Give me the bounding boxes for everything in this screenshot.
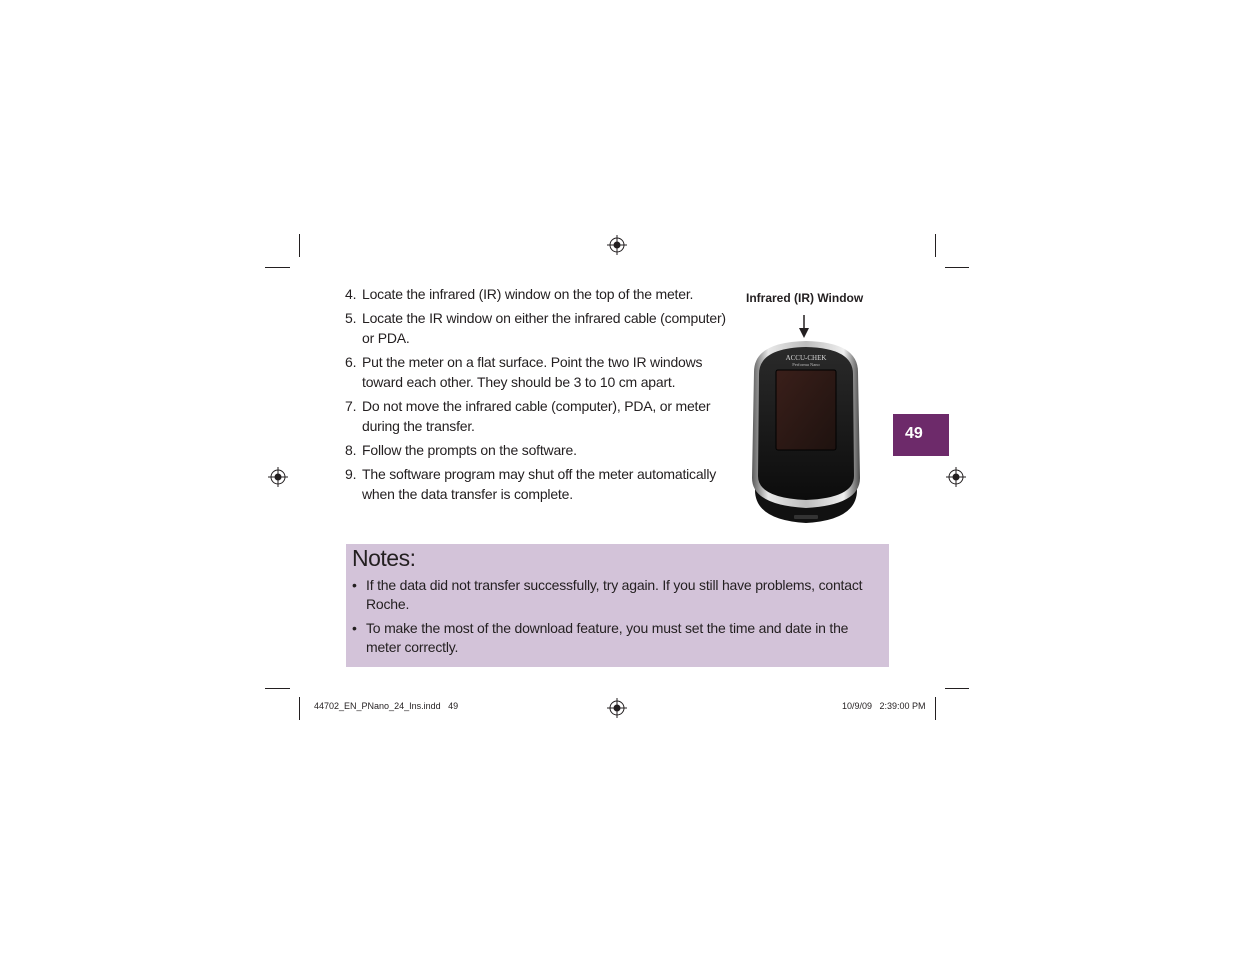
step-text: The software program may shut off the meter automatically when the data transfer is complete. [362,466,717,502]
crop-mark-bottom-left-horizontal [265,688,290,689]
step-text: Locate the IR window on either the infrared cable (computer) or PDA. [362,310,726,346]
notes-item-text: To make the most of the download feature, you must set the time and date in the meter correctly. [366,620,849,655]
bullet-icon: • [352,620,357,636]
ir-window-label: Infrared (IR) Window [746,291,864,305]
notes-list [352,576,877,662]
step-text: Locate the infrared (IR) window on the top of the meter. [362,286,694,302]
step-number: 5. [345,310,357,326]
step-item [345,284,730,304]
crop-mark-top-right-vertical [935,234,936,257]
meter-model: Performa Nano [792,362,820,367]
page-number: 49 [905,425,923,442]
page-number-tab [893,414,949,456]
notes-item [352,576,877,614]
step-number: 4. [345,286,357,302]
step-number: 8. [345,442,357,458]
crop-mark-top-left-vertical [299,234,300,257]
step-text: Put the meter on a flat surface. Point the two IR windows toward each other. They should be 3 to 10 cm apart. [362,354,703,390]
step-item [345,396,730,436]
slug-filename: 44702_EN_PNano_24_Ins.indd 49 [314,701,459,711]
step-item [345,352,730,392]
step-item [345,464,730,504]
instruction-steps [345,284,730,508]
step-text: Do not move the infrared cable (computer), PDA, or meter during the transfer. [362,398,711,434]
crop-mark-top-right-horizontal [945,267,969,268]
meter-illustration [748,340,864,526]
notes-item [352,619,877,657]
bullet-icon: • [352,577,357,593]
notes-title: Notes: [352,545,416,571]
crop-mark-bottom-right-vertical [935,697,936,720]
crop-mark-bottom-right-horizontal [945,688,969,689]
notes-box [346,544,889,667]
step-item [345,440,730,460]
crop-mark-bottom-left-vertical [299,697,300,720]
registration-mark-icon [607,698,627,718]
registration-mark-icon [268,467,288,487]
registration-mark-icon [946,467,966,487]
slug-datetime: 10/9/09 2:39:00 PM [842,701,926,711]
step-number: 9. [345,466,357,482]
meter-brand: ACCU-CHEK [785,354,827,362]
arrow-down-icon [797,315,811,339]
step-number: 7. [345,398,357,414]
step-text: Follow the prompts on the software. [362,442,577,458]
step-item [345,308,730,348]
crop-mark-top-left-horizontal [265,267,290,268]
notes-item-text: If the data did not transfer successfully, try again. If you still have problems, contact Roche. [366,577,863,612]
step-number: 6. [345,354,357,370]
registration-mark-icon [607,235,627,255]
